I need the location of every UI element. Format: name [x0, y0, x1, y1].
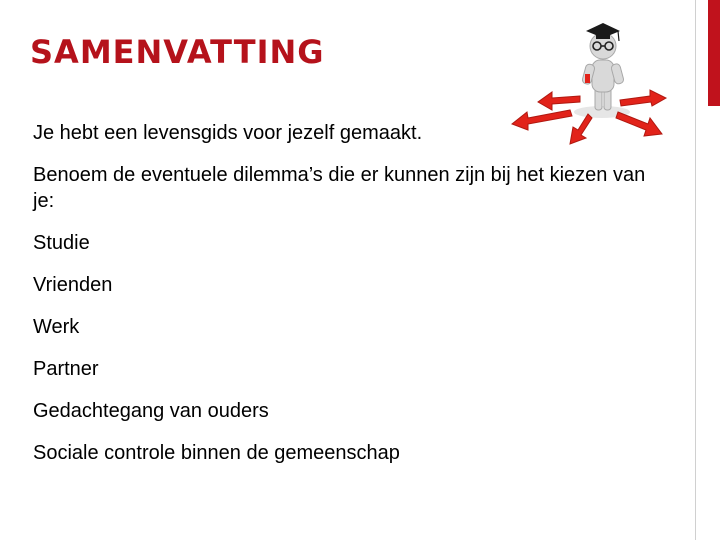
slide-title: SAMENVATTING — [30, 33, 325, 71]
list-item: Werk — [33, 316, 80, 338]
accent-bar — [708, 0, 720, 106]
question-text: Benoem de eventuele dilemma’s die er kunnen zijn bij het kiezen van je: — [33, 164, 646, 212]
topic-list — [33, 230, 653, 466]
slide-right-border — [695, 0, 696, 540]
list-item: Partner — [33, 358, 99, 380]
intro-text: Je hebt een levensgids voor jezelf gemaakt. — [33, 122, 423, 144]
slide-body — [33, 120, 653, 482]
list-item: Sociale controle binnen de gemeenschap — [33, 442, 400, 464]
list-item: Gedachtegang van ouders — [33, 400, 269, 422]
list-item: Studie — [33, 232, 90, 254]
list-item: Vrienden — [33, 274, 113, 296]
